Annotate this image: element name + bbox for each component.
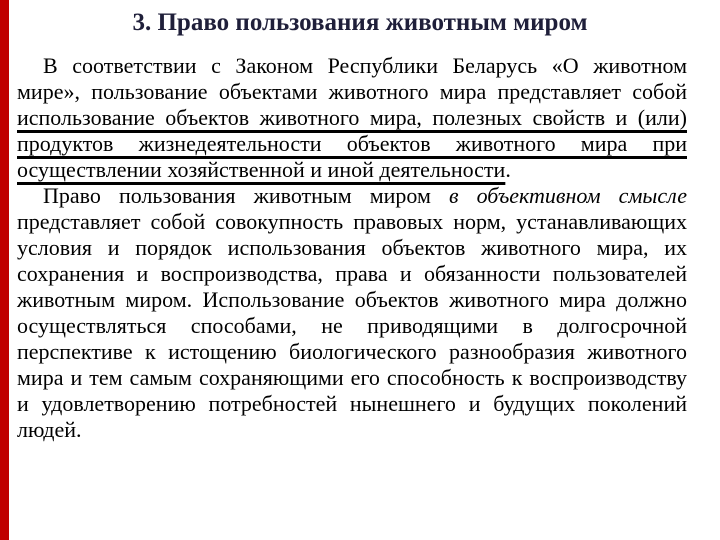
paragraph-objective-sense — [17, 183, 687, 443]
highlighted-definition: использование объектов животного мира, полезных свойств и (или) продуктов жизнедеятельности объектов животного мира при осуществлении хозяйственной и иной деятельности — [17, 105, 687, 182]
slide-title: 3. Право пользования животным миром — [132, 9, 588, 36]
paragraph-definition — [17, 53, 687, 183]
accent-bar — [0, 0, 9, 540]
objective-sense-term: в объективном смысле — [448, 183, 687, 208]
paragraph-1-end: . — [505, 157, 511, 182]
slide-body — [17, 53, 687, 443]
paragraph-2-text: представляет собой совокупность правовых норм, устанавливающих условия и порядок использования объектов животного мира, их сохранения и воспроизводства, права и обязанности пользователей животным миром. Использование объектов животного мира должно осуществляться способами, не приводящими в долгосрочной перспективе к истощению биологического разнообразия животного мира и тем самым сохраняющими его способность к воспроизводству и удовлетворению потребностей нынешнего и будущих поколений людей. — [17, 209, 687, 442]
paragraph-2-lead: Право пользования животным миром — [43, 183, 449, 208]
paragraph-1-text: В соответствии с Законом Республики Беларусь «О животном мире», пользование объектами животного мира представляет собой — [17, 53, 687, 104]
